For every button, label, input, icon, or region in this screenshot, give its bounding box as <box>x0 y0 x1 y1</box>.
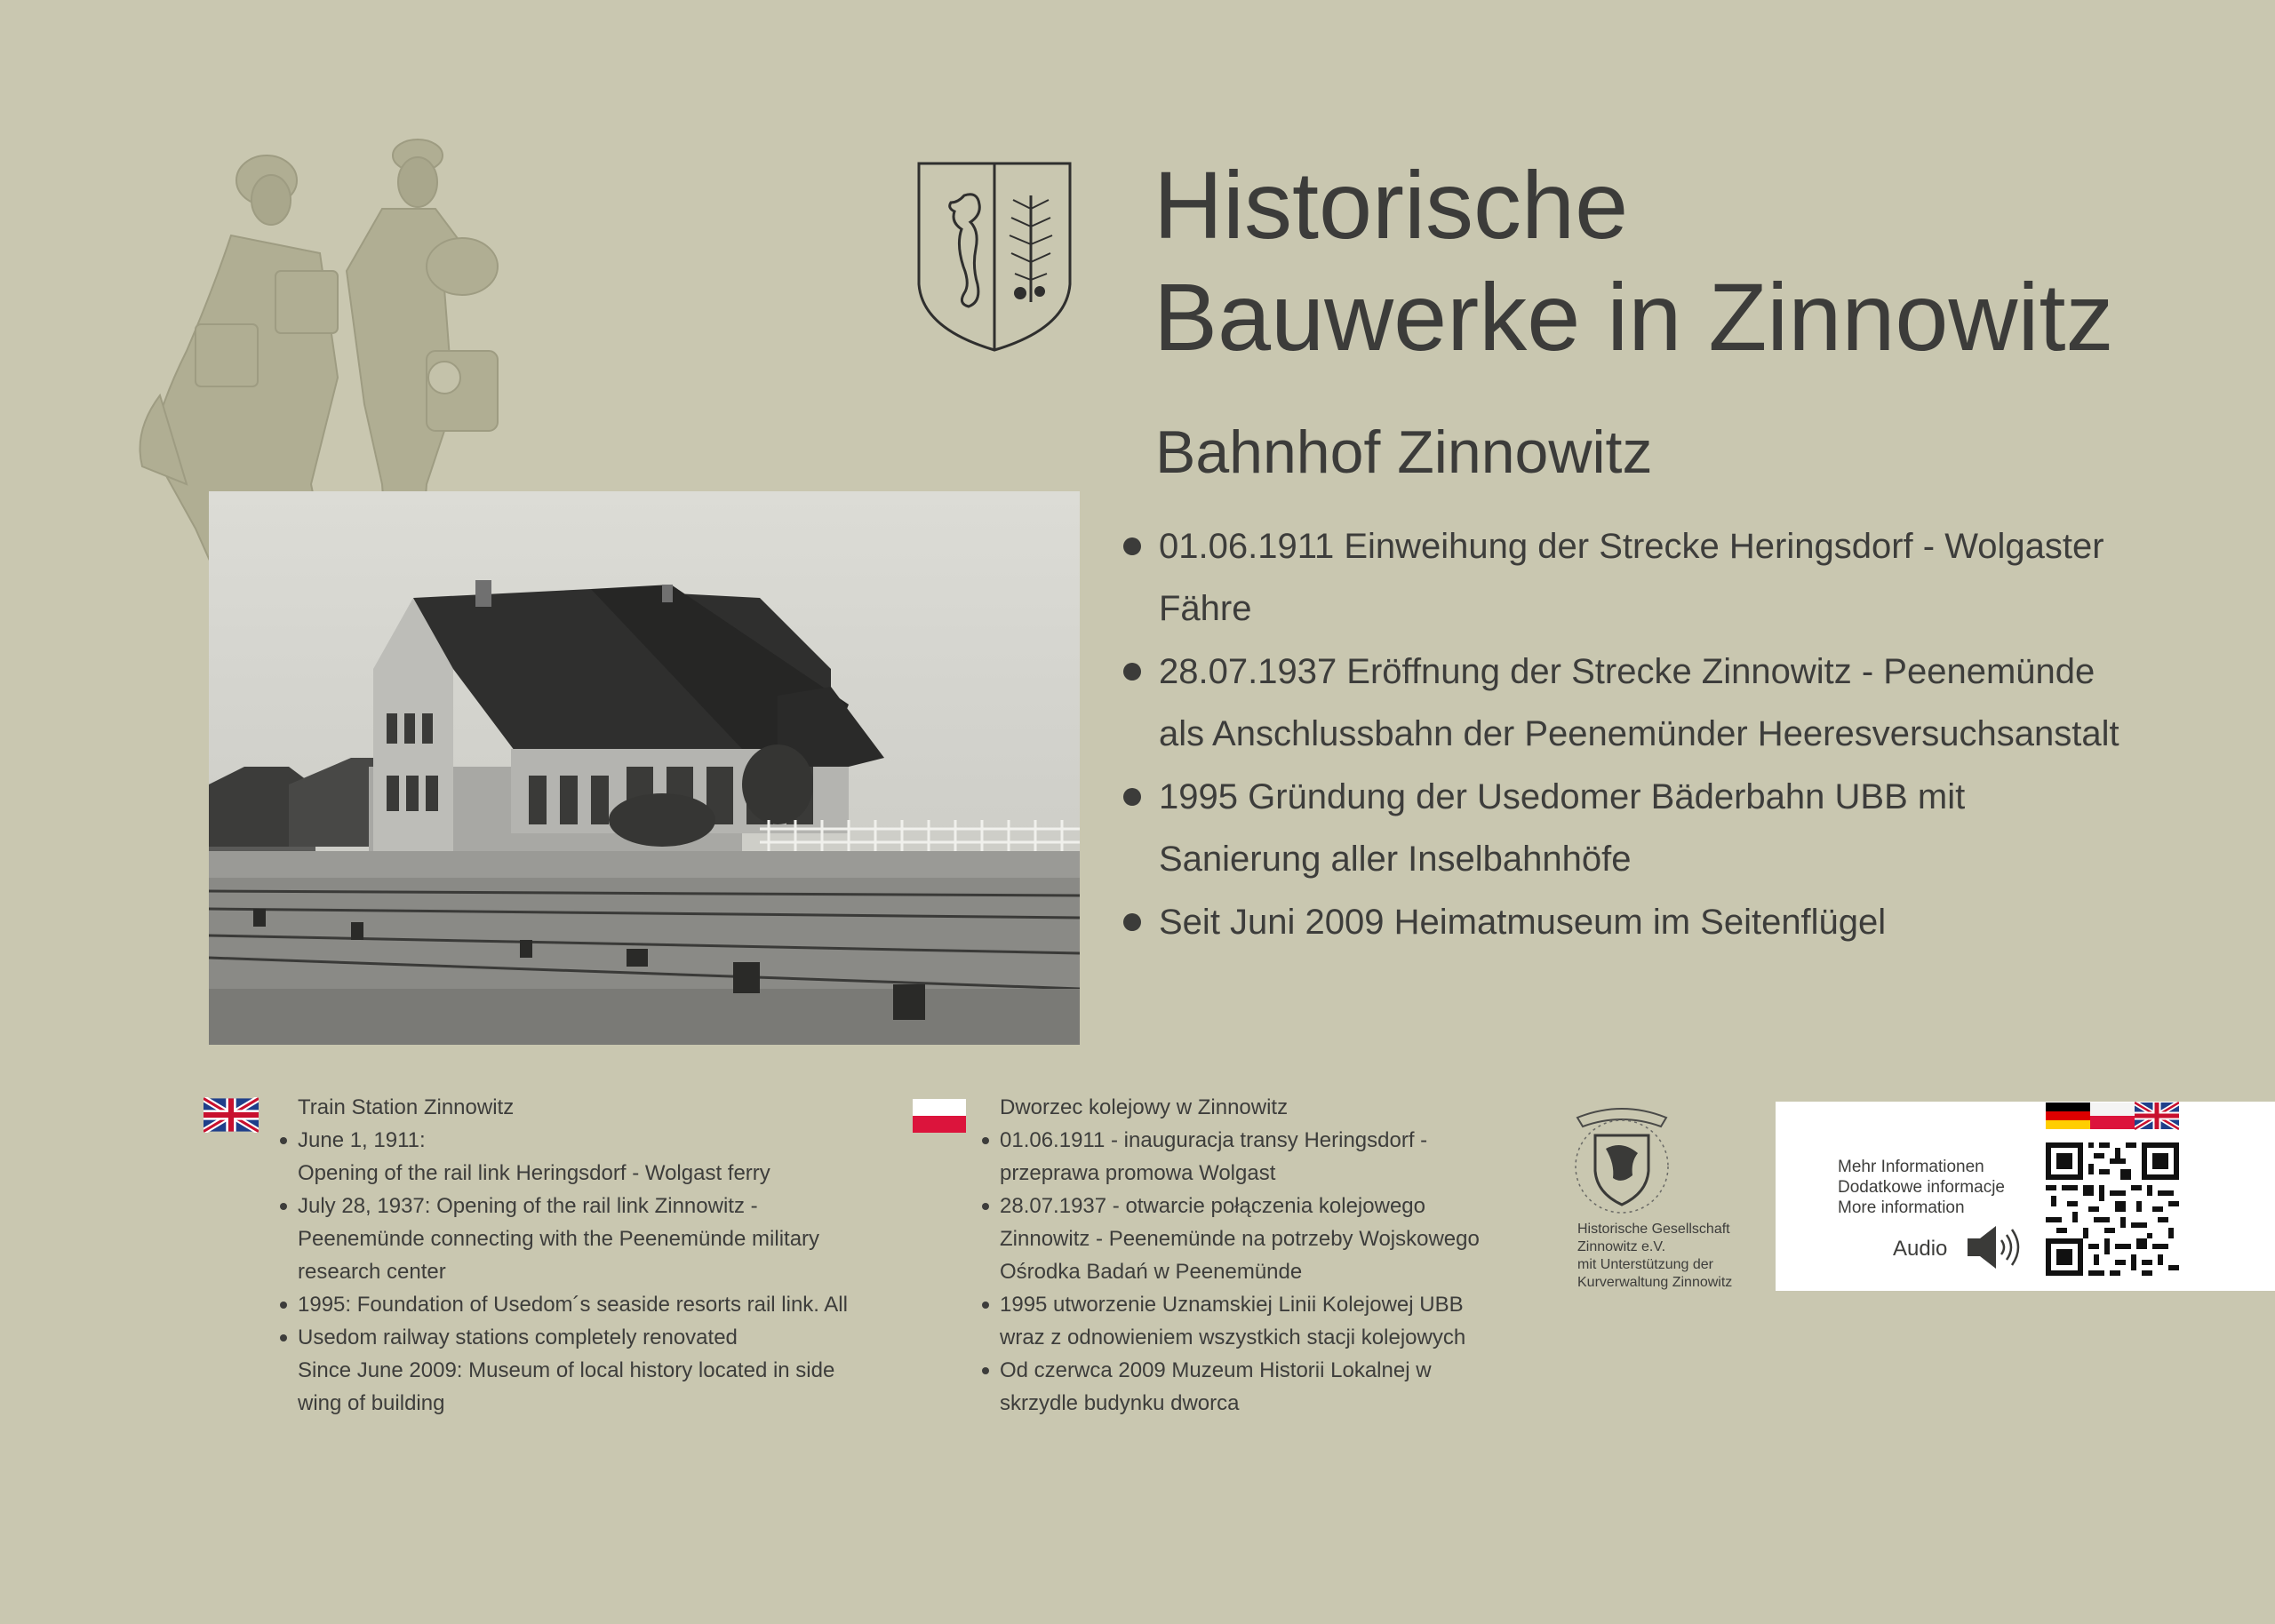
bullet-icon <box>1123 788 1141 806</box>
list-item: 28.07.1937 - otwarcie połączenia kolejowego Zinnowitz - Peenemünde na potrzeby Wojskowego Ośrodka Badań w Peenemünde <box>1000 1190 1533 1288</box>
list-item: 1995 Gründung der Usedomer Bäderbahn UBB mit Sanierung aller Inselbahnhöfe <box>1120 766 2186 890</box>
polish-list <box>1000 1124 1533 1420</box>
poland-flag-icon[interactable] <box>2090 1102 2135 1130</box>
bullet-icon <box>982 1137 989 1144</box>
polish-section <box>1000 1091 1533 1420</box>
list-item: Usedom railway stations completely renovated Since June 2009: Museum of local history located in side wing of building <box>298 1321 902 1420</box>
bullet-icon <box>280 1137 287 1144</box>
list-item: 1995 utworzenie Uznamskiej Linii Kolejowej UBB wraz z odnowieniem wszystkich stacji kolejowych <box>1000 1288 1533 1354</box>
speaker-icon[interactable] <box>1966 1222 2021 1272</box>
list-item: June 1, 1911: Opening of the rail link Heringsdorf - Wolgast ferry <box>298 1124 902 1190</box>
list-item: 1995: Foundation of Usedom´s seaside resorts rail link. All <box>298 1288 902 1321</box>
bullet-icon <box>1123 663 1141 681</box>
bullet-icon <box>280 1334 287 1341</box>
polish-title: Dworzec kolejowy w Zinnowitz <box>1000 1095 1289 1119</box>
bullet-icon <box>982 1203 989 1210</box>
audio-label: Audio <box>1893 1237 1948 1261</box>
list-item: 01.06.1911 - inauguracja transy Heringsdorf - przeprawa promowa Wolgast <box>1000 1124 1533 1190</box>
list-item: 28.07.1937 Eröffnung der Strecke Zinnowitz - Peenemünde als Anschlussbahn der Peenemünder Heeresversuchsanstalt <box>1120 641 2186 765</box>
poland-flag-icon <box>913 1099 966 1133</box>
uk-flag-icon <box>204 1097 259 1133</box>
bullet-icon <box>1123 913 1141 931</box>
more-info-text: Mehr Informationen Dodatkowe informacje More information <box>1838 1158 2005 1217</box>
page-title <box>1153 149 2113 373</box>
list-item: 01.06.1911 Einweihung der Strecke Heringsdorf - Wolgaster Fähre <box>1120 515 2186 640</box>
qr-code-icon[interactable] <box>2046 1142 2179 1276</box>
title-line-1: Historische <box>1153 151 1629 259</box>
german-facts-list <box>1120 515 2186 954</box>
list-item: Od czerwca 2009 Muzeum Historii Lokalnej w skrzydle budynku dworca <box>1000 1354 1533 1420</box>
bullet-icon <box>982 1367 989 1374</box>
title-line-2: Bauwerke in Zinnowitz <box>1153 263 2114 370</box>
society-name: Historische Gesellschaft Zinnowitz e.V. mit Unterstützung der Kurverwaltung Zinnowitz <box>1577 1222 1733 1290</box>
english-title: Train Station Zinnowitz <box>298 1095 515 1119</box>
page-subtitle: Bahnhof Zinnowitz <box>1155 418 1653 486</box>
list-item: Seit Juni 2009 Heimatmuseum im Seitenflügel <box>1120 891 2186 953</box>
coat-of-arms-seahorse-icon <box>915 160 1074 354</box>
society-seal-icon <box>1569 1100 1675 1215</box>
station-photo <box>209 491 1080 1045</box>
bullet-icon <box>982 1302 989 1309</box>
list-item: July 28, 1937: Opening of the rail link Zinnowitz - Peenemünde connecting with the Peenemünde military research center <box>298 1190 902 1288</box>
uk-flag-icon[interactable] <box>2135 1102 2179 1130</box>
bullet-icon <box>280 1203 287 1210</box>
english-section <box>298 1091 902 1420</box>
bullet-icon <box>280 1302 287 1309</box>
english-list <box>298 1124 902 1420</box>
germany-flag-icon[interactable] <box>2046 1102 2090 1130</box>
bullet-icon <box>1123 537 1141 555</box>
